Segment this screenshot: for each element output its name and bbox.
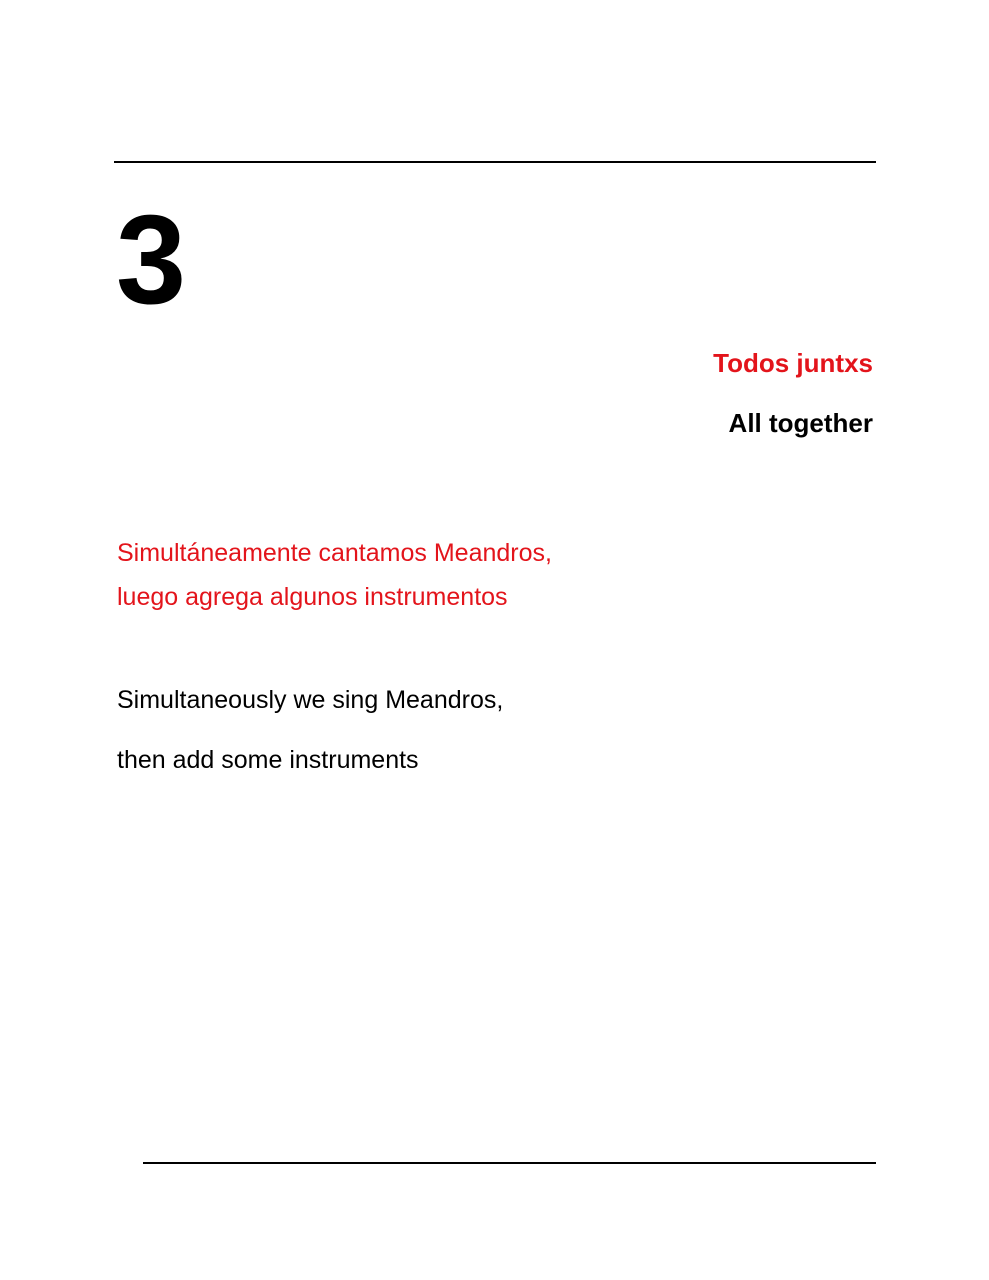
bottom-divider: [143, 1162, 876, 1164]
section-title-spanish: Todos juntxs: [713, 348, 873, 378]
top-divider: [114, 161, 876, 163]
instruction-english-line-1: Simultaneously we sing Meandros,: [117, 686, 504, 714]
instruction-spanish-line-2: luego agrega algunos instrumentos: [117, 583, 508, 611]
section-number: 3: [116, 189, 187, 330]
instruction-spanish-line-1: Simultáneamente cantamos Meandros,: [117, 539, 552, 567]
instruction-english-line-2: then add some instruments: [117, 746, 419, 774]
section-title-english: All together: [728, 408, 873, 438]
